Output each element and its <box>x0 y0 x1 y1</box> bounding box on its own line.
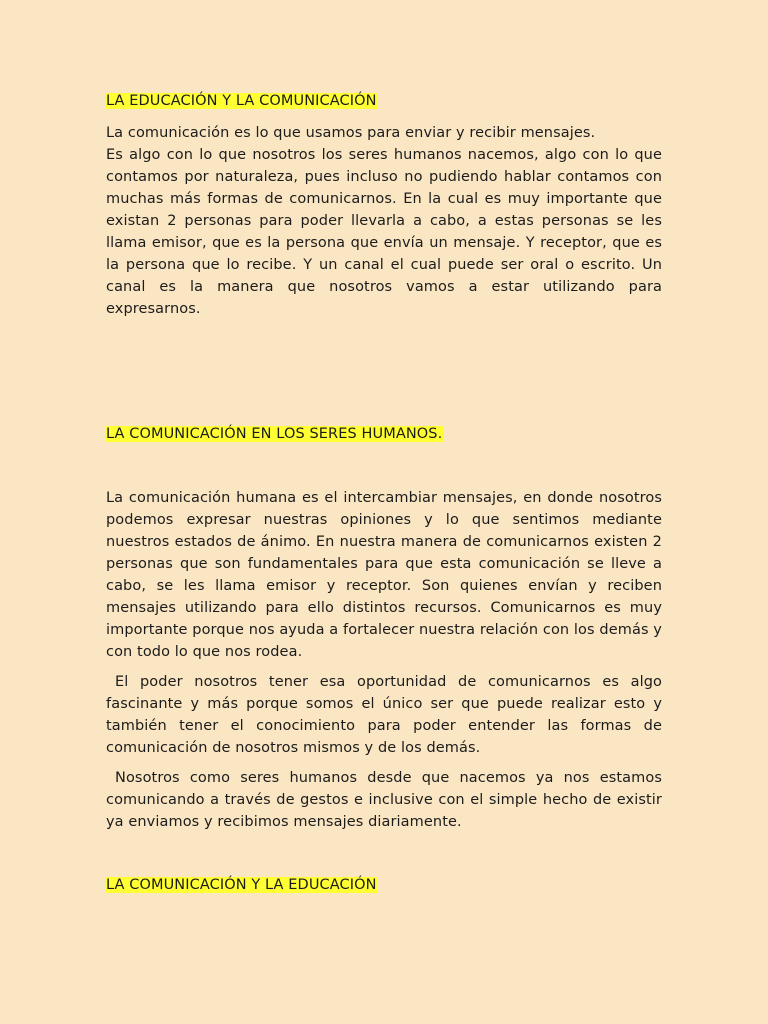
intro-line: La comunicación es lo que usamos para enviar y recibir mensajes. <box>106 125 596 141</box>
heading-education-and-communication <box>106 91 378 111</box>
heading-communication-and-education <box>106 875 378 895</box>
heading-communication-in-humans <box>106 424 443 444</box>
heading-2-text: LA COMUNICACIÓN EN LOS SERES HUMANOS. <box>106 426 443 442</box>
paragraph-communication-definition: Es algo con lo que nosotros los seres humanos nacemos, algo con lo que contamos por naturaleza, pues incluso no pudiendo hablar contamos con muchas más formas de comunicarnos. En la cual es muy importante que existan 2 personas para poder llevarla a cabo, a estas personas se les llama emisor, que es la persona que envía un mensaje. Y receptor, que es la persona que lo recibe. Y un canal el cual puede ser oral o escrito. Un canal es la manera que nosotros vamos a estar utilizando para expresarnos. <box>106 147 662 317</box>
paragraph-human-communication: La comunicación humana es el intercambiar mensajes, en donde nosotros podemos expresar nuestras opiniones y lo que sentimos mediante nuestros estados de ánimo. En nuestra manera de comunicarnos existen 2 personas que son fundamentales para que esta comunicación se lleve a cabo, se les llama emisor y receptor. Son quienes envían y reciben mensajes utilizando para ello distintos recursos. Comunicarnos es muy importante porque nos ayuda a fortalecer nuestra relación con los demás y con todo lo que nos rodea. <box>106 490 662 660</box>
heading-1-text: LA EDUCACIÓN Y LA COMUNICACIÓN <box>106 93 377 109</box>
heading-3-text: LA COMUNICACIÓN Y LA EDUCACIÓN <box>106 877 377 893</box>
paragraph-communicating-since-birth: Nosotros como seres humanos desde que nacemos ya nos estamos comunicando a través de gestos e inclusive con el simple hecho de existir ya enviamos y recibimos mensajes diariamente. <box>106 770 662 830</box>
paragraph-power-to-communicate: El poder nosotros tener esa oportunidad de comunicarnos es algo fascinante y más porque somos el único ser que puede realizar esto y también tener el conocimiento para poder entender las formas de comunicación de nosotros mismos y de los demás. <box>106 674 662 756</box>
